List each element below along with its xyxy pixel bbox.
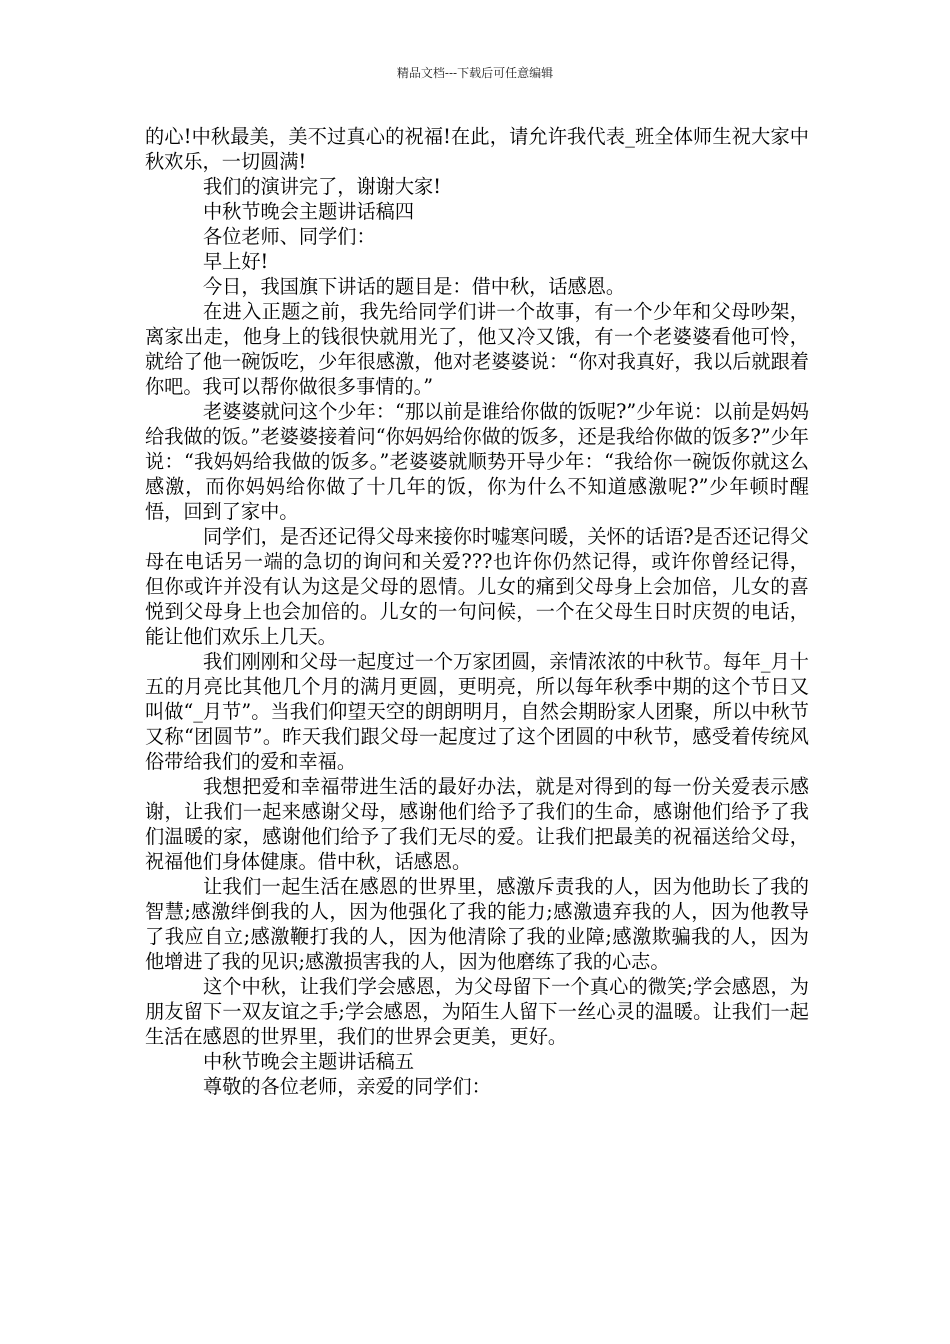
paragraph-story: 在进入正题之前，我先给同学们讲一个故事，有一个少年和父母吵架，离家出走，他身上的钱很快就用光了，他又冷又饿，有一个老婆婆看他可怜，就给了他一碗饭吃，少年很感激，他对老婆婆说：“你对我真好，我以后就跟着你吧。我可以帮你做很多事情的。” bbox=[145, 300, 809, 398]
paragraph-2: 我们的演讲完了，谢谢大家! bbox=[203, 175, 441, 198]
salutation: 各位老师、同学们： bbox=[203, 225, 376, 248]
paragraph-topic: 今日，我国旗下讲话的题目是：借中秋，话感恩。 bbox=[203, 275, 626, 298]
document-body bbox=[145, 124, 809, 1099]
paragraph-festival: 我们刚刚和父母一起度过一个万家团圆，亲情浓浓的中秋节。每年_月十五的月亮比其他几个月的满月更圆，更明亮，所以每年秋季中期的这个节日又叫做“_月节”。当我们仰望天空的朗朗明月，自然会期盼家人团聚，所以中秋节又称“团圆节”。昨天我们跟父母一起度过了这个团圆的中秋节，感受着传统风俗带给我们的爱和幸福。 bbox=[145, 650, 809, 773]
salutation-5: 尊敬的各位老师，亲爱的同学们： bbox=[203, 1075, 491, 1098]
paragraph-this-mid-autumn: 这个中秋，让我们学会感恩，为父母留下一个真心的微笑;学会感恩，为朋友留下一双友谊之手;学会感恩，为陌生人留下一丝心灵的温暖。让我们一起生活在感恩的世界里，我们的世界会更美，更好。 bbox=[145, 975, 809, 1048]
paragraph-parents: 同学们，是否还记得父母来接你时嘘寒问暖，关怀的话语?是否还记得父母在电话另一端的急切的询问和关爱???也许你仍然记得，或许你曾经记得，但你或许并没有认为这是父母的恩情。儿女的痛到父母身上会加倍，儿女的喜悦到父母身上也会加倍的。儿女的一句问候，一个在父母生日时庆贺的电话，能让他们欢乐上几天。 bbox=[145, 525, 809, 648]
section-title-4: 中秋节晚会主题讲话稿四 bbox=[203, 200, 415, 223]
greeting: 早上好! bbox=[203, 250, 269, 273]
section-title-5: 中秋节晚会主题讲话稿五 bbox=[203, 1050, 415, 1073]
paragraph-dialogue: 老婆婆就问这个少年：“那以前是谁给你做的饭呢?”少年说：以前是妈妈给我做的饭。”老婆婆接着问“你妈妈给你做的饭多，还是我给你做的饭多?”少年说：“我妈妈给我做的饭多。”老婆婆就顺势开导少年：“我给你一碗饭你就这么感激，而你妈妈给你做了十几年的饭，你为什么不知道感激呢?”少年顿时醒悟，回到了家中。 bbox=[145, 400, 809, 523]
paragraph-1: 的心!中秋最美，美不过真心的祝福!在此，请允许我代表_班全体师生祝大家中秋欢乐，一切圆满! bbox=[145, 125, 809, 173]
paragraph-gratitude: 我想把爱和幸福带进生活的最好办法，就是对得到的每一份关爱表示感谢，让我们一起来感谢父母，感谢他们给予了我们的生命，感谢他们给予了我们温暖的家，感谢他们给予了我们无尽的爱。让我们把最美的祝福送给父母，祝福他们身体健康。借中秋，话感恩。 bbox=[145, 775, 809, 873]
paragraph-thankful-world: 让我们一起生活在感恩的世界里，感激斥责我的人，因为他助长了我的智慧;感激绊倒我的人，因为他强化了我的能力;感激遗弃我的人，因为他教导了我应自立;感激鞭打我的人，因为他清除了我的业障;感激欺骗我的人，因为他增进了我的见识;感激损害我的人，因为他磨练了我的心志。 bbox=[145, 875, 809, 973]
page-header: 精品文档---下载后可任意编辑 bbox=[396, 66, 554, 80]
